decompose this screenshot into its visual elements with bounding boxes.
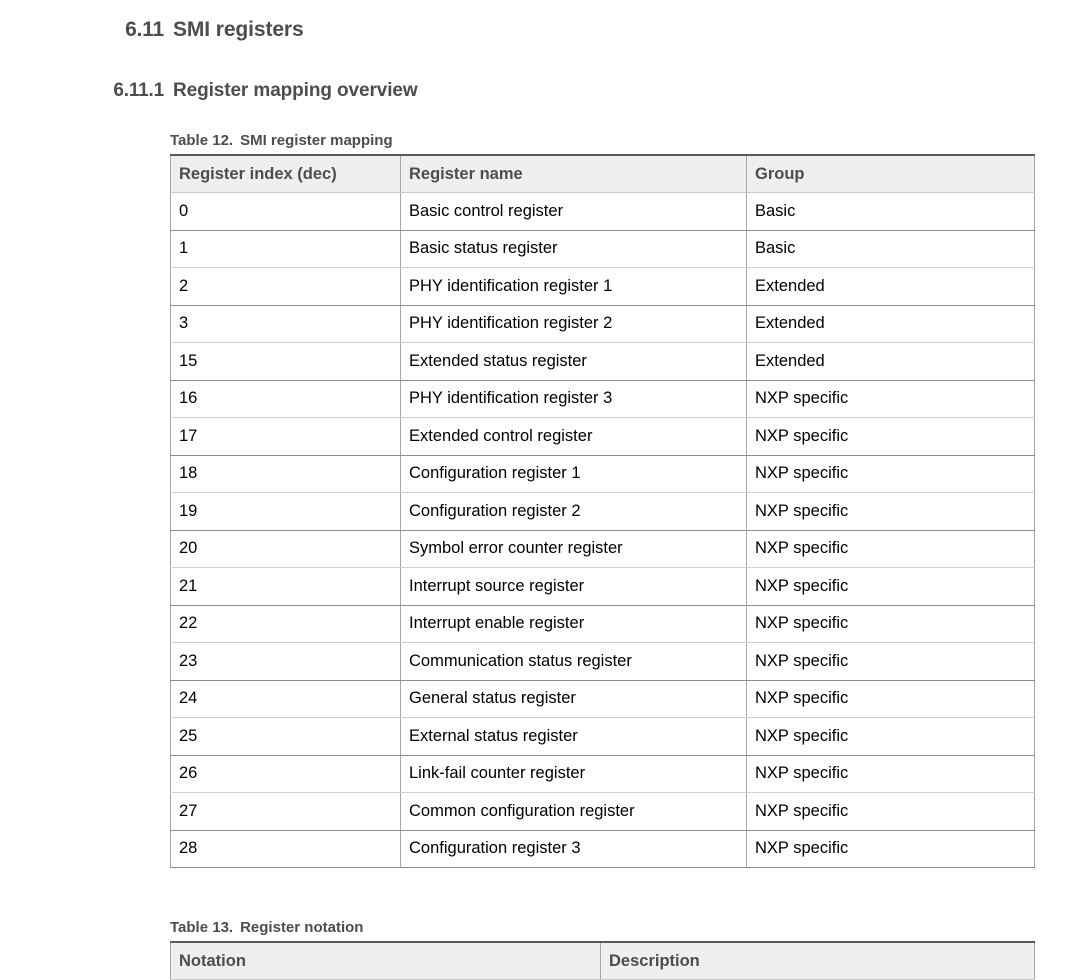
table-row (171, 230, 1035, 268)
cell-register-index: 17 (171, 418, 401, 456)
cell-register-name: Extended control register (401, 418, 747, 456)
section-title: Register mapping overview (173, 80, 418, 101)
cell-group: Basic (747, 230, 1035, 268)
cell-register-index: 18 (171, 455, 401, 493)
cell-register-name: Interrupt enable register (401, 605, 747, 643)
cell-register-index: 15 (171, 343, 401, 381)
table-caption-number: Table 13. (170, 919, 234, 936)
cell-group: NXP specific (747, 380, 1035, 418)
cell-register-index: 3 (171, 305, 401, 343)
cell-register-index: 19 (171, 493, 401, 531)
table-row (171, 455, 1035, 493)
cell-group: NXP specific (747, 493, 1035, 531)
cell-register-name: External status register (401, 718, 747, 756)
table-row (171, 380, 1035, 418)
table-row (171, 530, 1035, 568)
table-row (171, 680, 1035, 718)
register-notation-table (170, 941, 1035, 980)
cell-register-index: 0 (171, 193, 401, 231)
cell-register-name: Communication status register (401, 643, 747, 681)
cell-register-name: Symbol error counter register (401, 530, 747, 568)
cell-register-index: 2 (171, 268, 401, 306)
cell-register-name: Configuration register 3 (401, 830, 747, 868)
cell-group: NXP specific (747, 718, 1035, 756)
table-row (171, 643, 1035, 681)
cell-group: NXP specific (747, 793, 1035, 831)
table-row (171, 793, 1035, 831)
table-row (171, 418, 1035, 456)
table-row (171, 193, 1035, 231)
cell-register-name: Link-fail counter register (401, 755, 747, 793)
cell-register-name: Common configuration register (401, 793, 747, 831)
cell-register-name: Interrupt source register (401, 568, 747, 606)
column-header-description: Description (601, 942, 1035, 980)
cell-register-index: 21 (171, 568, 401, 606)
table-row (171, 830, 1035, 868)
cell-register-name: PHY identification register 3 (401, 380, 747, 418)
section-number: 6.11.1 (113, 80, 164, 101)
cell-register-index: 16 (171, 380, 401, 418)
cell-register-name: Basic control register (401, 193, 747, 231)
table-13-caption (170, 919, 363, 936)
cell-group: NXP specific (747, 830, 1035, 868)
table-row (171, 755, 1035, 793)
column-header-register-name: Register name (401, 155, 747, 193)
cell-register-name: Extended status register (401, 343, 747, 381)
cell-register-name: General status register (401, 680, 747, 718)
cell-register-index: 1 (171, 230, 401, 268)
cell-register-name: Configuration register 2 (401, 493, 747, 531)
table-row (171, 343, 1035, 381)
cell-group: NXP specific (747, 643, 1035, 681)
table-row (171, 305, 1035, 343)
section-title: SMI registers (173, 18, 304, 41)
table-row (171, 493, 1035, 531)
cell-register-index: 26 (171, 755, 401, 793)
cell-register-name: PHY identification register 2 (401, 305, 747, 343)
column-header-group: Group (747, 155, 1035, 193)
cell-register-index: 20 (171, 530, 401, 568)
cell-group: Extended (747, 343, 1035, 381)
section-heading-6-11-1 (0, 80, 1081, 102)
table-row (171, 268, 1035, 306)
cell-register-name: PHY identification register 1 (401, 268, 747, 306)
cell-group: NXP specific (747, 530, 1035, 568)
cell-register-index: 25 (171, 718, 401, 756)
cell-register-index: 23 (171, 643, 401, 681)
table-row (171, 605, 1035, 643)
cell-group: NXP specific (747, 418, 1035, 456)
cell-register-name: Configuration register 1 (401, 455, 747, 493)
column-header-register-index: Register index (dec) (171, 155, 401, 193)
cell-group: NXP specific (747, 755, 1035, 793)
cell-group: Extended (747, 268, 1035, 306)
table-caption-text: SMI register mapping (240, 132, 393, 149)
cell-register-index: 24 (171, 680, 401, 718)
table-12-caption (170, 132, 393, 149)
table-header-row (171, 942, 1035, 980)
cell-group: Basic (747, 193, 1035, 231)
section-number: 6.11 (125, 18, 164, 41)
table-row (171, 718, 1035, 756)
cell-group: NXP specific (747, 605, 1035, 643)
cell-register-index: 22 (171, 605, 401, 643)
cell-register-index: 28 (171, 830, 401, 868)
table-row (171, 568, 1035, 606)
cell-group: NXP specific (747, 568, 1035, 606)
cell-group: NXP specific (747, 680, 1035, 718)
table-header-row (171, 155, 1035, 193)
cell-register-index: 27 (171, 793, 401, 831)
smi-register-mapping-table (170, 154, 1035, 868)
cell-group: Extended (747, 305, 1035, 343)
cell-register-name: Basic status register (401, 230, 747, 268)
cell-group: NXP specific (747, 455, 1035, 493)
table-caption-number: Table 12. (170, 132, 234, 149)
section-heading-6-11 (0, 18, 1081, 42)
table-caption-text: Register notation (240, 919, 364, 936)
column-header-notation: Notation (171, 942, 601, 980)
